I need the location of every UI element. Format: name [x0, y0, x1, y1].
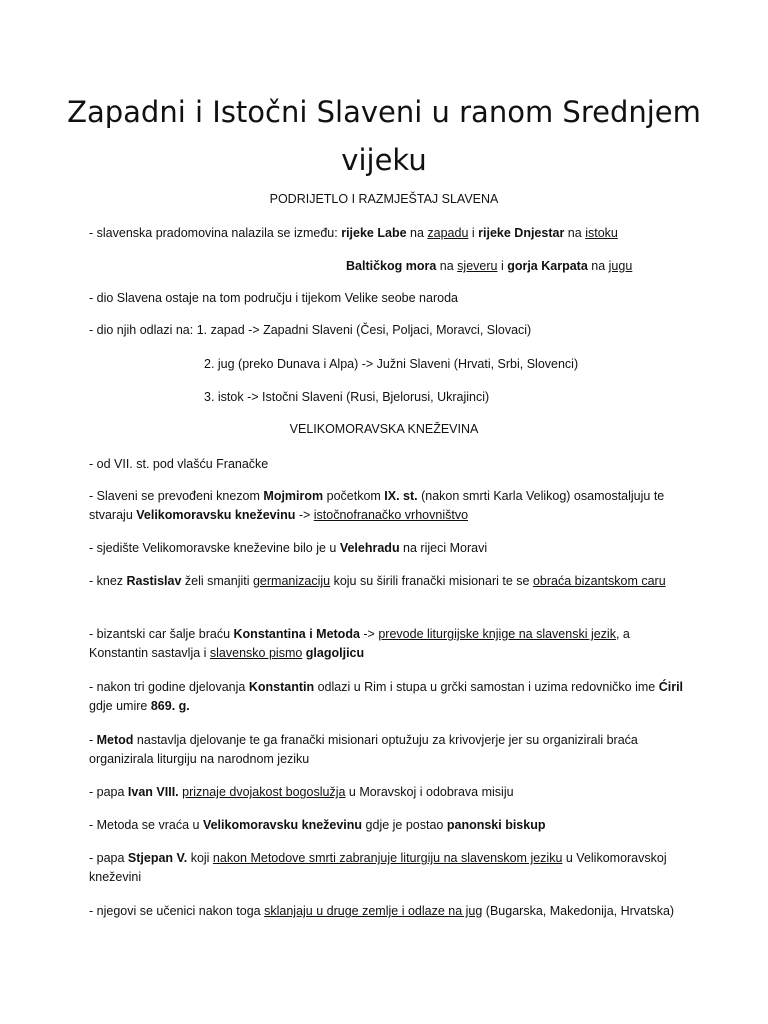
paragraph-line — [89, 487, 689, 525]
text-segment: na — [406, 226, 428, 240]
underlined-text: prevode liturgijske knjige na slavenski jezik — [378, 627, 616, 641]
text-segment: 3. istok -> Istočni Slaveni (Rusi, Bjelorusi, Ukrajinci) — [204, 390, 490, 404]
text-segment: gdje je postao — [362, 818, 447, 832]
paragraph-line — [89, 816, 689, 835]
paragraph-line — [204, 388, 768, 407]
text-segment: - dio Slavena ostaje na tom području i tijekom Velike seobe naroda — [89, 291, 458, 305]
bold-text: Metod — [96, 733, 134, 747]
text-segment: koji — [187, 851, 213, 865]
text-segment: - njegovi se učenici nakon toga — [89, 904, 265, 918]
underlined-text: istočnofranačko vrhovništvo — [313, 508, 469, 522]
paragraph-line — [89, 224, 689, 243]
bold-text: Rastislav — [126, 574, 182, 588]
text-segment: - knez — [89, 574, 127, 588]
text-segment: - papa — [89, 785, 128, 799]
paragraph-line — [89, 572, 689, 591]
paragraph-line — [204, 355, 768, 374]
text-segment: , a Konstantin sastavlja i — [89, 627, 634, 660]
paragraph-line — [89, 455, 689, 474]
text-segment: i — [468, 226, 479, 240]
underlined-text: priznaje dvojakost bogoslužja — [182, 785, 346, 799]
section-heading: PODRIJETLO I RAZMJEŠTAJ SLAVENA — [269, 192, 499, 206]
bold-text: glagoljicu — [305, 646, 365, 660]
text-segment: 2. jug (preko Dunava i Alpa) -> Južni Slaveni (Hrvati, Srbi, Slovenci) — [204, 357, 579, 371]
underlined-text: sjeveru — [457, 259, 498, 273]
text-segment: na — [564, 226, 586, 240]
paragraph-line — [89, 289, 689, 308]
paragraph-line — [89, 625, 689, 663]
bold-text: rijeke Labe — [341, 226, 407, 240]
text-segment: (Bugarska, Makedonija, Hrvatska) — [482, 904, 675, 918]
text-segment: - — [89, 733, 97, 747]
bold-text: Konstantin — [248, 680, 315, 694]
text-segment: odlazi u Rim i stupa u grčki samostan i uzima redovničko ime — [314, 680, 659, 694]
text-segment: - Metoda se vraća u — [89, 818, 203, 832]
text-segment: na — [436, 259, 458, 273]
text-segment: u Moravskoj i odobrava misiju — [345, 785, 514, 799]
paragraph-line — [89, 539, 689, 558]
text-segment: gdje umire — [89, 680, 687, 713]
bold-text: Konstantina i Metoda — [233, 627, 360, 641]
bold-text: Baltičkog mora — [346, 259, 437, 273]
paragraph-line — [89, 678, 689, 716]
underlined-text: sklanjaju u druge zemlje i odlaze na jug — [264, 904, 483, 918]
text-segment: početkom — [323, 489, 385, 503]
text-segment: u Velikomoravskoj kneževini — [89, 851, 671, 884]
text-segment: - nakon tri godine djelovanja — [89, 680, 249, 694]
bold-text: Velikomoravsku kneževinu — [202, 818, 363, 832]
bold-text: rijeke Dnjestar — [478, 226, 565, 240]
bold-text: gorja Karpata — [507, 259, 588, 273]
text-segment: i — [497, 259, 508, 273]
text-segment: želi smanjiti — [181, 574, 253, 588]
bold-text: Velikomoravsku kneževinu — [136, 508, 296, 522]
text-segment: -> — [295, 508, 314, 522]
text-segment: - dio njih odlazi na: 1. zapad -> Zapadni Slaveni (Česi, Poljaci, Moravci, Slovaci) — [89, 323, 532, 337]
text-segment: (nakon smrti Karla Velikog) osamostaljuju te stvaraju — [89, 489, 668, 522]
bold-text: Ćiril — [658, 680, 684, 694]
text-segment: - Slaveni se prevođeni knezom — [89, 489, 264, 503]
text-segment: -> — [359, 627, 379, 641]
text-segment: koju su širili franački misionari te se — [330, 574, 533, 588]
bold-text: Ivan VIII. — [127, 785, 179, 799]
underlined-text: obraća bizantskom caru — [532, 574, 666, 588]
underlined-text: germanizaciju — [252, 574, 331, 588]
underlined-text: nakon Metodove smrti zabranjuje liturgiju na slavenskom jeziku — [212, 851, 563, 865]
paragraph-line — [89, 849, 689, 887]
document-title: Zapadni i Istočni Slaveni u ranom Srednjem vijeku — [67, 95, 701, 177]
bold-text: 869. g. — [150, 699, 190, 713]
bold-text: IX. st. — [384, 489, 418, 503]
underlined-text: istoku — [585, 226, 618, 240]
bold-text: panonski biskup — [446, 818, 546, 832]
text-segment: na — [587, 259, 609, 273]
text-segment: - slavenska pradomovina nalazila se između: — [89, 226, 342, 240]
underlined-text: zapadu — [427, 226, 469, 240]
underlined-text: jugu — [608, 259, 633, 273]
text-segment: - sjedište Velikomoravske kneževine bilo je u — [89, 541, 340, 555]
paragraph-line — [89, 731, 689, 769]
bold-text: Stjepan V. — [127, 851, 188, 865]
section-heading: VELIKOMORAVSKA KNEŽEVINA — [289, 422, 479, 436]
text-segment: nastavlja djelovanje te ga franački misionari optužuju za krivovjerje jer su organizirali braća organizirala liturgiju na narodnom jeziku — [89, 733, 642, 766]
bold-text: Mojmirom — [263, 489, 324, 503]
underlined-text: slavensko pismo — [209, 646, 303, 660]
text-segment: - papa — [89, 851, 128, 865]
text-segment: na rijeci Moravi — [399, 541, 488, 555]
paragraph-line — [89, 783, 689, 802]
paragraph-line — [89, 902, 689, 921]
text-segment: - od VII. st. pod vlašću Franačke — [89, 457, 269, 471]
paragraph-line — [346, 257, 768, 276]
paragraph-line — [89, 321, 689, 340]
text-segment: - bizantski car šalje braću — [89, 627, 234, 641]
bold-text: Velehradu — [339, 541, 400, 555]
